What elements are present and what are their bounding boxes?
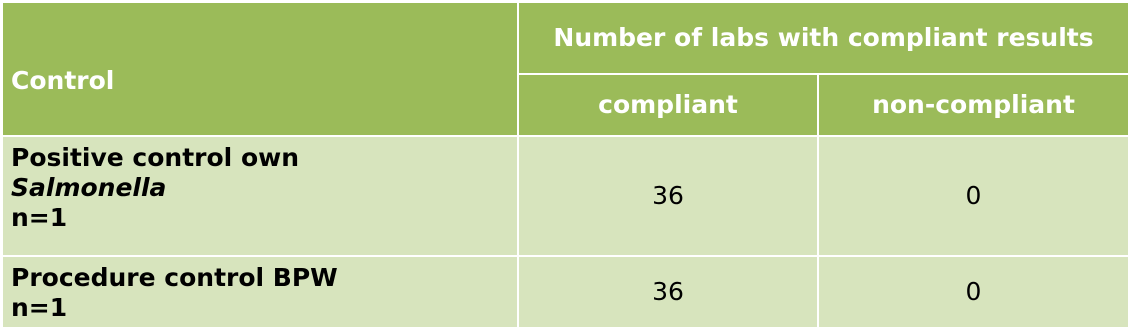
header-control: Control (2, 2, 518, 136)
row-label-n: n=1 (11, 293, 68, 322)
row-label (2, 136, 518, 256)
row-label-n: n=1 (11, 203, 68, 232)
compliance-table (1, 1, 1130, 329)
table-row (2, 136, 1129, 256)
header-non-compliant: non-compliant (818, 74, 1129, 136)
row-label (2, 256, 518, 328)
cell-compliant: 36 (518, 136, 818, 256)
header-group: Number of labs with compliant results (518, 2, 1129, 74)
cell-compliant: 36 (518, 256, 818, 328)
table-row (2, 256, 1129, 328)
cell-non-compliant: 0 (818, 136, 1129, 256)
row-label-organism: Salmonella (11, 173, 167, 202)
header-compliant: compliant (518, 74, 818, 136)
row-label-line: Procedure control BPW (11, 263, 338, 292)
row-label-line: Positive control own (11, 143, 300, 172)
cell-non-compliant: 0 (818, 256, 1129, 328)
